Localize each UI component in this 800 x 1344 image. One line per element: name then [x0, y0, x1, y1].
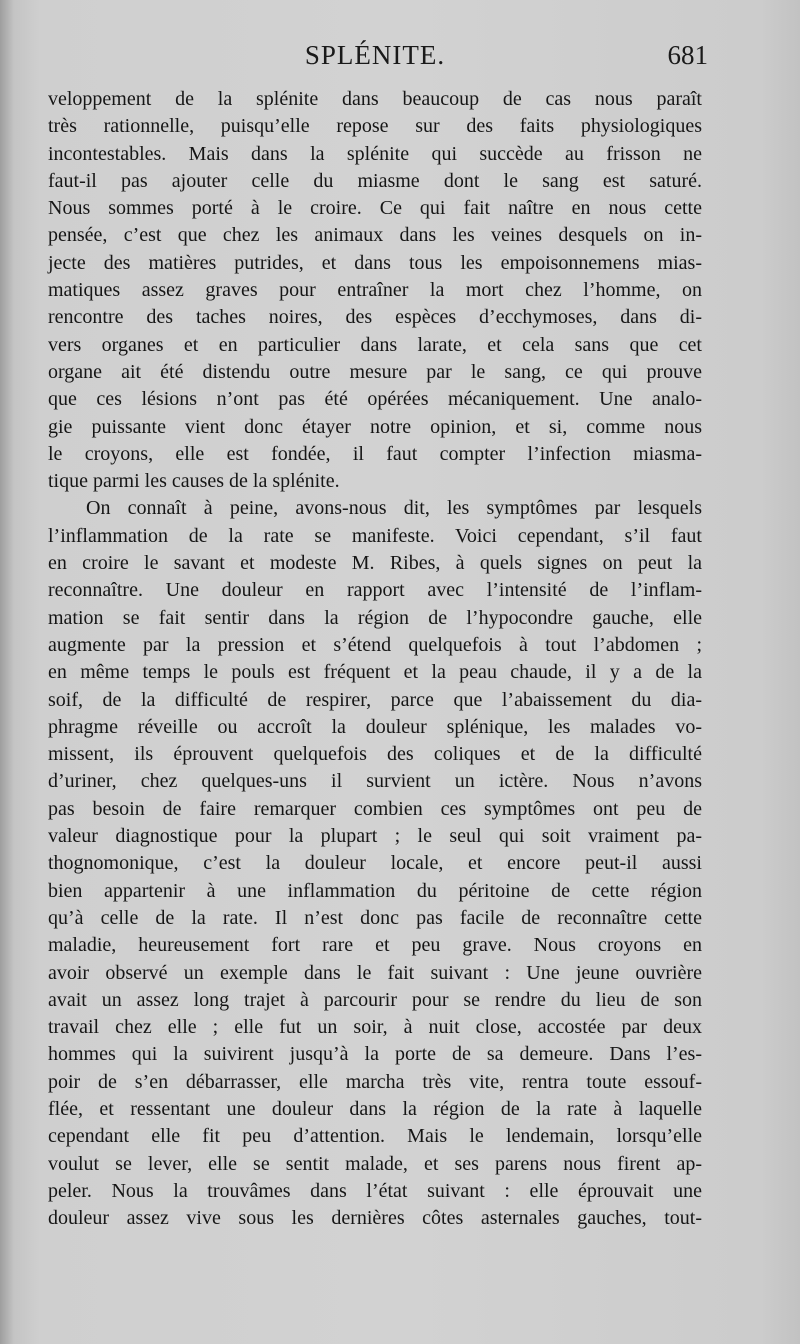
text-line: le croyons, elle est fondée, il faut compter l’infection miasma- — [48, 442, 702, 465]
text-line: qu’à celle de la rate. Il n’est donc pas facile de reconnaître cette — [48, 906, 702, 929]
text-line: faut-il pas ajouter celle du miasme dont le sang est saturé. — [48, 169, 702, 192]
running-head — [48, 40, 708, 80]
text-line: poir de s’en débarrasser, elle marcha très vite, rentra toute essouf- — [48, 1070, 702, 1093]
text-line: thognomonique, c’est la douleur locale, et encore peut-il aussi — [48, 852, 702, 875]
text-line: bien appartenir à une inflammation du péritoine de cette région — [48, 879, 702, 902]
text-line: valeur diagnostique pour la plupart ; le seul qui soit vraiment pa- — [48, 825, 702, 848]
text-line: l’inflammation de la rate se manifeste. Voici cependant, s’il faut — [48, 524, 702, 547]
text-line: phragme réveille ou accroît la douleur splénique, les malades vo- — [48, 715, 702, 738]
text-line: matiques assez graves pour entraîner la mort chez l’homme, on — [48, 279, 702, 302]
text-line: d’uriner, chez quelques-uns il survient un ictère. Nous n’avons — [48, 770, 702, 793]
page-number: 681 — [667, 40, 708, 70]
running-title: SPLÉNITE. — [304, 40, 446, 70]
text-line: peler. Nous la trouvâmes dans l’état suivant : elle éprouvait une — [48, 1179, 702, 1202]
text-line: augmente par la pression et s’étend quelquefois à tout l’abdomen ; — [48, 633, 702, 656]
text-line: mation se fait sentir dans la région de l’hypocondre gauche, elle — [48, 606, 702, 629]
text-line: jecte des matières putrides, et dans tous les empoisonnemens mias- — [48, 251, 702, 274]
text-line: pas besoin de faire remarquer combien ces symptômes ont peu de — [48, 797, 702, 820]
text-line: maladie, heureusement fort rare et peu grave. Nous croyons en — [48, 934, 702, 957]
text-line: Nous sommes porté à le croire. Ce qui fait naître en nous cette — [48, 197, 702, 220]
text-line: soif, de la difficulté de respirer, parce que l’abaissement du dia- — [48, 688, 702, 711]
paragraph-first-line: On connaît à peine, avons-nous dit, les symptômes par lesquels — [86, 497, 702, 520]
text-line: pensée, c’est que chez les animaux dans les veines desquels on in- — [48, 224, 702, 247]
text-line: hommes qui la suivirent jusqu’à la porte de sa demeure. Dans l’es- — [48, 1043, 702, 1066]
text-line: reconnaître. Une douleur en rapport avec l’intensité de l’inflam- — [48, 579, 702, 602]
paragraph-end-line: tique parmi les causes de la splénite. — [48, 470, 340, 493]
text-line: cependant elle fit peu d’attention. Mais le lendemain, lorsqu’elle — [48, 1125, 702, 1148]
text-line: missent, ils éprouvent quelquefois des coliques et de la difficulté — [48, 743, 702, 766]
text-line: en croire le savant et modeste M. Ribes, à quels signes on peut la — [48, 552, 702, 575]
text-line: organe ait été distendu outre mesure par le sang, ce qui prouve — [48, 360, 702, 383]
text-line: incontestables. Mais dans la splénite qui succède au frisson ne — [48, 142, 702, 165]
text-line: douleur assez vive sous les dernières côtes asternales gauches, tout- — [48, 1207, 702, 1230]
text-line: avoir observé un exemple dans le fait suivant : Une jeune ouvrière — [48, 961, 702, 984]
text-line: gie puissante vient donc étayer notre opinion, et si, comme nous — [48, 415, 702, 438]
text-line: vers organes et en particulier dans larate, et cela sans que cet — [48, 333, 702, 356]
body-text — [48, 86, 702, 1232]
text-line: travail chez elle ; elle fut un soir, à nuit close, accostée par deux — [48, 1016, 702, 1039]
text-line: rencontre des taches noires, des espèces d’ecchymoses, dans di- — [48, 306, 702, 329]
text-line: très rationnelle, puisqu’elle repose sur des faits physiologiques — [48, 115, 702, 138]
text-line: en même temps le pouls est fréquent et la peau chaude, il y a de la — [48, 661, 702, 684]
text-line: avait un assez long trajet à parcourir pour se rendre du lieu de son — [48, 988, 702, 1011]
text-line: veloppement de la splénite dans beaucoup de cas nous paraît — [48, 88, 702, 110]
text-line: que ces lésions n’ont pas été opérées mécaniquement. Une analo- — [48, 388, 702, 411]
text-line: voulut se lever, elle se sentit malade, et ses parens nous firent ap- — [48, 1152, 702, 1175]
text-line: flée, et ressentant une douleur dans la région de la rate à laquelle — [48, 1097, 702, 1120]
